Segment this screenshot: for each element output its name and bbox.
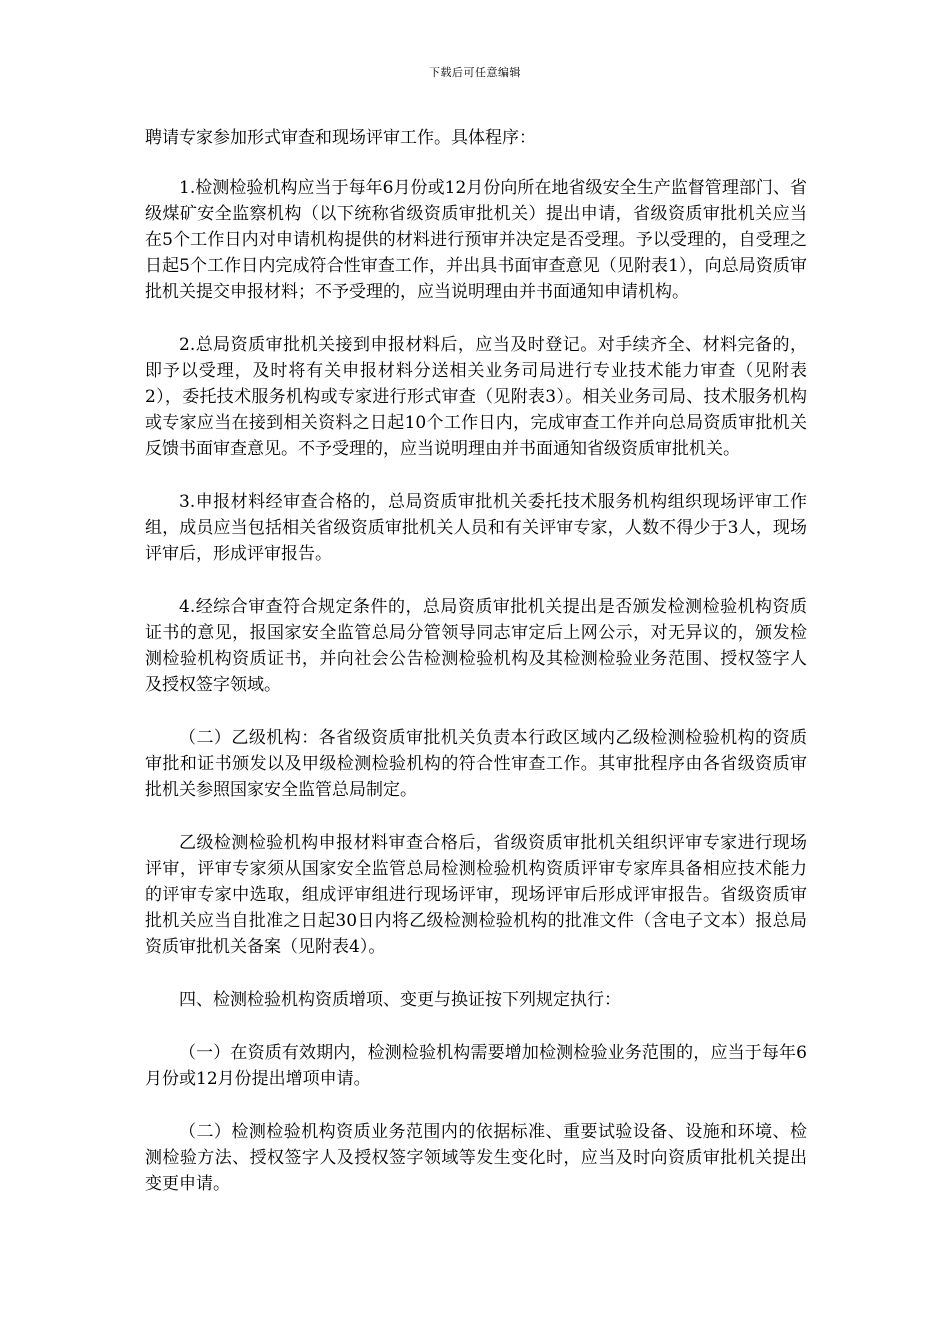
paragraph-addition: （一）在资质有效期内，检测检验机构需要增加检测检验业务范围的，应当于每年6月份或12月份提出增项申请。	[145, 1043, 807, 1089]
header-note: 下载后可任意编辑	[429, 66, 521, 79]
paragraph-level-b-review: 乙级检测检验机构申报材料审查合格后，省级资质审批机关组织评审专家进行现场评审，评审专家须从国家安全监管总局检测检验机构资质评审专家库具备相应技术能力的评审专家中选取，组成评审组进行现场评审，现场评审后形成评审报告。省级资质审批机关应当自批准之日起30日内将乙级检测检验机构的批准文件（含电子文本）报总局资质审批机关备案（见附表4）。	[145, 833, 807, 957]
paragraph-level-b: （二）乙级机构：各省级资质审批机关负责本行政区域内乙级检测检验机构的资质审批和证书颁发以及甲级检测检验机构的符合性审查工作。其审批程序由各省级资质审批机关参照国家安全监管总局制定。	[145, 728, 807, 800]
paragraph-section-four: 四、检测检验机构资质增项、变更与换证按下列规定执行：	[179, 990, 621, 1010]
paragraph-change: （二）检测检验机构资质业务范围内的依据标准、重要试验设备、设施和环境、检测检验方法、授权签字人及授权签字领域等发生变化时，应当及时向资质审批机关提出变更申请。	[145, 1122, 807, 1194]
paragraph-step-4: 4.经综合审查符合规定条件的，总局资质审批机关提出是否颁发检测检验机构资质证书的意见，报国家安全监管总局分管领导同志审定后上网公示，对无异议的，颁发检测检验机构资质证书，并向社会公告检测检验机构及其检测检验业务范围、授权签字人及授权签字领域。	[145, 597, 807, 695]
paragraph-step-1: 1.检测检验机构应当于每年6月份或12月份向所在地省级安全生产监督管理部门、省级煤矿安全监察机构（以下统称省级资质审批机关）提出申请，省级资质审批机关应当在5个工作日内对申请机构提供的材料进行预审并决定是否受理。予以受理的，自受理之日起5个工作日内完成符合性审查工作，并出具书面审查意见（见附表1），向总局资质审批机关提交申报材料；不予受理的，应当说明理由并书面通知申请机构。	[145, 178, 807, 302]
paragraph-intro: 聘请专家参加形式审查和现场评审工作。具体程序：	[145, 128, 536, 148]
paragraph-step-3: 3.申报材料经审查合格的，总局资质审批机关委托技术服务机构组织现场评审工作组，成员应当包括相关省级资质审批机关人员和有关评审专家，人数不得少于3人，现场评审后，形成评审报告。	[145, 492, 807, 564]
paragraph-step-2: 2.总局资质审批机关接到申报材料后，应当及时登记。对手续齐全、材料完备的，即予以受理，及时将有关申报材料分送相关业务司局进行专业技术能力审查（见附表2），委托技术服务机构或专家进行形式审查（见附表3）。相关业务司局、技术服务机构或专家应当在接到相关资料之日起10个工作日内，完成审查工作并向总局资质审批机关反馈书面审查意见。不予受理的，应当说明理由并书面通知省级资质审批机关。	[145, 335, 807, 459]
document-body	[145, 125, 807, 1224]
